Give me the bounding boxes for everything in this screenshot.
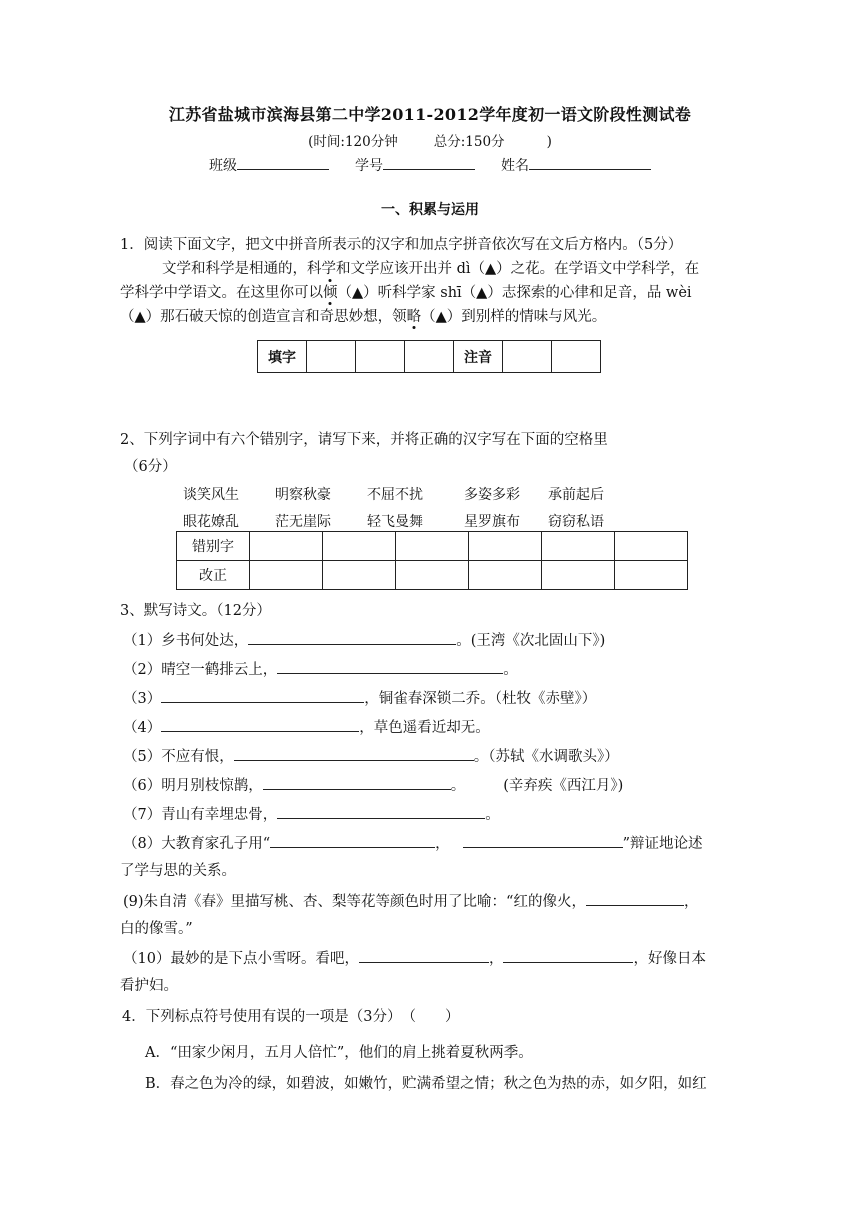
q3-item-text: ，好像日本	[633, 951, 706, 967]
q3-item-text: (9)朱自清《春》里描写桃、杏、梨等花等颜色时用了比喻：“红的像火，	[123, 894, 586, 910]
q3-item-8	[123, 832, 703, 853]
answer-cell[interactable]	[396, 532, 469, 561]
q3-stem: 3、默写诗文。（12分）	[120, 603, 271, 619]
q3-item-text: ，	[488, 951, 504, 967]
section-title: 一、积累与运用	[381, 202, 479, 218]
q4-stem: 4．下列标点符号使用有误的一项是（3分） （ ）	[122, 1009, 460, 1025]
answer-cell[interactable]	[250, 561, 323, 590]
pinyin-label: 注音	[454, 341, 503, 373]
q2-word: 茫无崖际	[275, 514, 331, 530]
q4-option-b[interactable]: B．春之色为冷的绿，如碧波，如嫩竹，贮满希望之情；秋之色为热的赤，如夕阳，如红	[145, 1076, 707, 1092]
answer-blank[interactable]	[359, 947, 489, 963]
dotted-char: 略	[407, 305, 422, 326]
wrong-char-label: 错别字	[177, 532, 250, 561]
q2-word: 窃窃私语	[548, 514, 604, 530]
q3-item-source: (辛弃疾《西江月》)	[503, 778, 624, 794]
q3-item-10-line2: 看护妇。	[120, 978, 178, 994]
q2-word: 谈笑风生	[183, 487, 239, 503]
exam-time-score	[0, 130, 860, 150]
q3-item-5	[123, 745, 619, 766]
student-number-blank[interactable]	[383, 154, 475, 170]
q3-item-1	[123, 629, 605, 650]
answer-blank[interactable]	[161, 687, 364, 703]
q3-item-text: ”辩证地论述	[622, 836, 703, 852]
q3-item-3	[123, 687, 596, 708]
q3-item-text: 。(王湾《次北固山下》)	[456, 633, 606, 649]
close-paren: )	[546, 134, 552, 150]
q1-para-line2	[120, 281, 692, 302]
q3-item-8-line2: 了学与思的关系。	[120, 863, 236, 879]
answer-blank[interactable]	[503, 947, 633, 963]
answer-blank[interactable]	[270, 832, 435, 848]
class-label: 班级	[209, 158, 237, 174]
answer-cell[interactable]	[323, 532, 396, 561]
q3-item-text: （4）	[123, 720, 162, 736]
q2-word: 多姿多彩	[464, 487, 520, 503]
q3-item-6	[123, 774, 623, 795]
answer-cell[interactable]	[396, 561, 469, 590]
answer-blank[interactable]	[463, 832, 623, 848]
q3-item-text: ，	[435, 836, 450, 852]
q2-score: （6分）	[124, 459, 177, 475]
q1-text: （▲）那石破天惊的创造宣言和奇思妙想，领	[120, 309, 407, 325]
q4-option-a[interactable]: A．“田家少闲月，五月人倍忙”，他们的肩上挑着夏秋两季。	[145, 1045, 533, 1061]
student-info-line	[0, 154, 860, 175]
exam-time: (时间:120分钟	[308, 134, 398, 150]
q2-word: 眼花嫽乱	[183, 514, 239, 530]
q2-word: 明察秋豪	[275, 487, 331, 503]
q1-para-line1: 文学和科学是相通的，科学和文学应该开出并 dì（▲）之花。在学语文中学科学，在	[162, 261, 700, 277]
answer-cell[interactable]	[615, 561, 688, 590]
answer-blank[interactable]	[248, 629, 456, 645]
answer-blank[interactable]	[263, 774, 451, 790]
q3-item-10	[123, 947, 706, 968]
q1-text: （▲）听科学家 shī（▲）志探索的心律和足音，品 wèi	[337, 285, 692, 301]
q3-item-7	[123, 803, 500, 824]
answer-cell[interactable]	[469, 561, 542, 590]
answer-blank[interactable]	[586, 890, 684, 906]
q1-stem: 1．阅读下面文字，把文中拼音所表示的汉字和加点字拼音依次写在文后方格内。（5分）	[120, 237, 683, 253]
answer-cell[interactable]	[469, 532, 542, 561]
class-blank[interactable]	[237, 154, 329, 170]
q3-item-text: 。（苏轼《水调歌头》）	[473, 749, 619, 765]
q1-answer-table	[257, 340, 601, 373]
answer-cell[interactable]	[250, 532, 323, 561]
answer-cell[interactable]	[542, 561, 615, 590]
q3-item-9-line2: 白的像雪。”	[120, 921, 193, 937]
q3-item-text: 。	[485, 807, 500, 823]
dotted-char: 倾	[323, 281, 338, 302]
answer-cell[interactable]	[323, 561, 396, 590]
q3-item-text: ，	[683, 894, 699, 910]
answer-cell[interactable]	[615, 532, 688, 561]
exam-title: 江苏省盐城市滨海县第二中学2011-2012学年度初一语文阶段性测试卷	[168, 105, 692, 124]
q2-stem: 2、下列字词中有六个错别字，请写下来，并将正确的汉字写在下面的空格里	[120, 432, 608, 448]
q2-word: 轻飞曼舞	[367, 514, 423, 530]
answer-cell[interactable]	[307, 341, 356, 373]
fill-label: 填字	[258, 341, 307, 373]
q3-item-text: （6）明月别枝惊鹊，	[123, 778, 263, 794]
q2-word: 承前起后	[548, 487, 604, 503]
q1-text: （▲）到别样的情味与风光。	[421, 309, 607, 325]
q2-answer-table	[176, 531, 688, 590]
q3-item-text: （2）晴空一鹤排云上，	[123, 662, 278, 678]
q3-item-text: ，草色遥看近却无。	[359, 720, 490, 736]
q2-word: 星罗旗布	[464, 514, 520, 530]
student-number-label: 学号	[355, 158, 383, 174]
exam-total-score: 总分:150分	[433, 134, 505, 150]
q3-item-2	[123, 658, 518, 679]
answer-blank[interactable]	[277, 803, 485, 819]
answer-blank[interactable]	[161, 716, 359, 732]
q1-para-line3	[120, 305, 606, 326]
q3-item-text: （1）乡书何处达，	[123, 633, 249, 649]
answer-cell[interactable]	[542, 532, 615, 561]
answer-cell[interactable]	[552, 341, 601, 373]
answer-blank[interactable]	[277, 658, 503, 674]
answer-cell[interactable]	[503, 341, 552, 373]
answer-cell[interactable]	[405, 341, 454, 373]
q3-item-text: （10）最妙的是下点小雪呀。看吧，	[123, 951, 359, 967]
q3-item-9	[123, 890, 698, 911]
student-name-blank[interactable]	[529, 154, 651, 170]
student-name-label: 姓名	[501, 158, 529, 174]
q3-item-text: （3）	[123, 691, 162, 707]
q3-item-text: （8）大教育家孔子用“	[123, 836, 271, 852]
answer-cell[interactable]	[356, 341, 405, 373]
correction-label: 改正	[177, 561, 250, 590]
q3-item-text: 。	[450, 778, 466, 794]
q2-word: 不屈不扰	[367, 487, 423, 503]
q3-item-text: 。	[503, 662, 518, 678]
q1-text: 学科学中学语文。在这里你可以	[120, 285, 323, 301]
answer-blank[interactable]	[234, 745, 474, 761]
q3-item-text: （7）青山有幸埋忠骨，	[123, 807, 278, 823]
q3-item-4	[123, 716, 490, 737]
q3-item-text: （5）不应有恨，	[123, 749, 234, 765]
q3-item-text: ，铜雀春深锁二乔。（杜牧《赤壁》）	[364, 691, 597, 707]
